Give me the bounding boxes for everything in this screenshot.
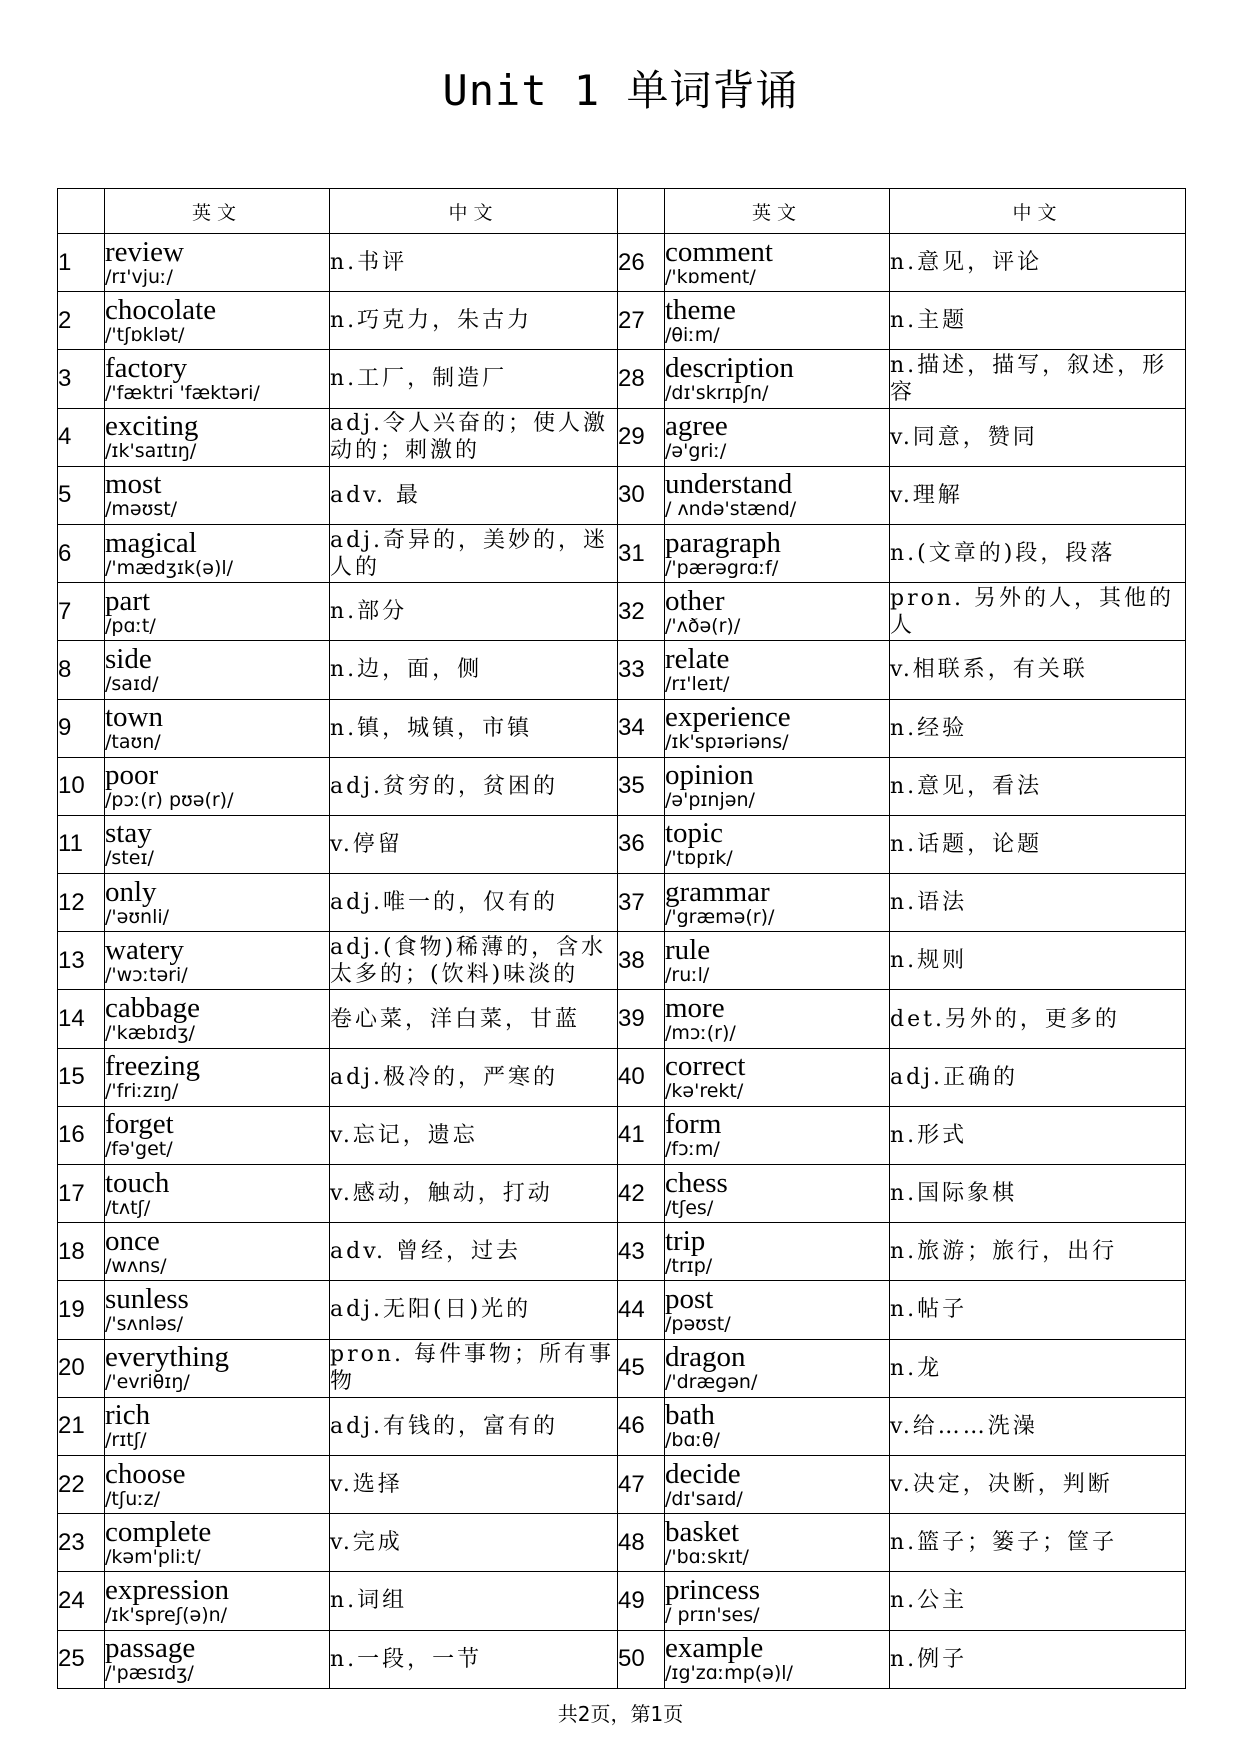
- word-cell: [105, 1572, 330, 1630]
- word-number: 3: [58, 350, 105, 408]
- header-english: 英文: [105, 189, 330, 234]
- english-word: side: [105, 642, 152, 675]
- english-word: dragon: [665, 1341, 746, 1374]
- word-cell: [105, 641, 330, 699]
- chinese-meaning: n.词组: [330, 1572, 618, 1630]
- phonetic: /tʃes/: [665, 1196, 714, 1219]
- english-word: once: [105, 1224, 160, 1257]
- word-number: 22: [58, 1455, 105, 1513]
- phonetic: /'pæsɪdʒ/: [105, 1662, 194, 1685]
- chinese-meaning: n.一段，一节: [330, 1630, 618, 1689]
- word-cell: [105, 815, 330, 873]
- english-word: relate: [665, 642, 730, 675]
- chinese-meaning: n.书评: [330, 234, 618, 292]
- phonetic: /θiːm/: [665, 323, 720, 346]
- english-word: magical: [105, 526, 197, 559]
- word-cell: [105, 524, 330, 582]
- word-cell: [105, 874, 330, 932]
- word-cell: [665, 408, 890, 466]
- chinese-meaning: n.形式: [890, 1106, 1186, 1164]
- english-word: topic: [665, 817, 723, 850]
- phonetic: /bɑːθ/: [665, 1429, 720, 1452]
- chinese-meaning: v.忘记，遗忘: [330, 1106, 618, 1164]
- phonetic: /'əʊnli/: [105, 905, 170, 928]
- word-number: 44: [618, 1281, 665, 1339]
- chinese-meaning: n.部分: [330, 583, 618, 641]
- phonetic: /'pærəgrɑːf/: [665, 556, 779, 579]
- table-row: [58, 1630, 1186, 1689]
- english-word: paragraph: [665, 526, 781, 559]
- word-cell: [105, 350, 330, 408]
- word-number: 26: [618, 234, 665, 292]
- chinese-meaning: adj.有钱的，富有的: [330, 1397, 618, 1455]
- phonetic: /'friːzɪŋ/: [105, 1080, 179, 1103]
- english-word: rich: [105, 1399, 151, 1432]
- chinese-meaning: adj.极冷的，严寒的: [330, 1048, 618, 1106]
- table-row: [58, 524, 1186, 582]
- english-word: only: [105, 875, 157, 908]
- chinese-meaning: n.镇，城镇，市镇: [330, 699, 618, 757]
- phonetic: /taʊn/: [105, 731, 161, 754]
- header-number: [58, 189, 105, 234]
- chinese-meaning: adj.奇异的，美妙的，迷人的: [330, 524, 618, 582]
- word-cell: [665, 641, 890, 699]
- phonetic: /ɪg'zɑːmp(ə)l/: [665, 1662, 793, 1685]
- word-cell: [105, 1281, 330, 1339]
- phonetic: / ʌndə'stænd/: [665, 498, 797, 521]
- phonetic: /'kɒment/: [665, 265, 756, 288]
- word-number: 8: [58, 641, 105, 699]
- chinese-meaning: n.规则: [890, 932, 1186, 990]
- phonetic: /ruːl/: [665, 963, 710, 986]
- chinese-meaning: adj.无阳(日)光的: [330, 1281, 618, 1339]
- phonetic: /steɪ/: [105, 847, 154, 870]
- chinese-meaning: adv. 曾经，过去: [330, 1223, 618, 1281]
- word-number: 33: [618, 641, 665, 699]
- phonetic: /'fæktri 'fæktəri/: [105, 381, 260, 404]
- english-word: correct: [665, 1050, 746, 1083]
- word-number: 40: [618, 1048, 665, 1106]
- table-body: [58, 234, 1186, 1689]
- chinese-meaning: v.相联系，有关联: [890, 641, 1186, 699]
- chinese-meaning: det.另外的，更多的: [890, 990, 1186, 1048]
- word-number: 19: [58, 1281, 105, 1339]
- english-word: other: [665, 584, 725, 617]
- english-word: princess: [665, 1573, 761, 1606]
- chinese-meaning: n.工厂，制造厂: [330, 350, 618, 408]
- chinese-meaning: adj.(食物)稀薄的，含水太多的；(饮料)味淡的: [330, 932, 618, 990]
- chinese-meaning: n.例子: [890, 1630, 1186, 1689]
- english-word: grammar: [665, 875, 770, 908]
- chinese-meaning: v.感动，触动，打动: [330, 1165, 618, 1223]
- word-number: 11: [58, 815, 105, 873]
- table-row: [58, 292, 1186, 350]
- chinese-meaning: n.描述，描写，叙述，形容: [890, 350, 1186, 408]
- word-cell: [665, 1397, 890, 1455]
- english-word: comment: [665, 235, 773, 268]
- english-word: factory: [105, 351, 188, 384]
- phonetic: /pɑːt/: [105, 614, 156, 637]
- word-number: 1: [58, 234, 105, 292]
- word-cell: [105, 1514, 330, 1572]
- word-cell: [105, 757, 330, 815]
- word-cell: [105, 699, 330, 757]
- table-row: [58, 1397, 1186, 1455]
- table-row: [58, 234, 1186, 292]
- word-cell: [665, 350, 890, 408]
- table-row: [58, 408, 1186, 466]
- english-word: form: [665, 1108, 722, 1141]
- english-word: most: [105, 468, 162, 501]
- word-cell: [105, 990, 330, 1048]
- word-number: 31: [618, 524, 665, 582]
- chinese-meaning: pron. 每件事物；所有事物: [330, 1339, 618, 1397]
- header-chinese: 中文: [330, 189, 618, 234]
- word-number: 46: [618, 1397, 665, 1455]
- word-number: 29: [618, 408, 665, 466]
- chinese-meaning: n.话题，论题: [890, 815, 1186, 873]
- english-word: passage: [105, 1632, 196, 1665]
- word-number: 43: [618, 1223, 665, 1281]
- word-cell: [665, 1106, 890, 1164]
- word-cell: [105, 1630, 330, 1689]
- word-cell: [665, 1223, 890, 1281]
- phonetic: /'drægən/: [665, 1371, 758, 1394]
- word-cell: [105, 1397, 330, 1455]
- word-cell: [665, 1572, 890, 1630]
- chinese-meaning: adj.唯一的，仅有的: [330, 874, 618, 932]
- chinese-meaning: n.意见，看法: [890, 757, 1186, 815]
- english-word: choose: [105, 1457, 186, 1490]
- word-number: 30: [618, 466, 665, 524]
- phonetic: /ə'griː/: [665, 440, 727, 463]
- word-cell: [665, 292, 890, 350]
- table-header-row: [58, 189, 1186, 234]
- english-word: forget: [105, 1108, 174, 1141]
- phonetic: /kəm'pliːt/: [105, 1545, 201, 1568]
- chinese-meaning: pron. 另外的人，其他的人: [890, 583, 1186, 641]
- word-cell: [105, 408, 330, 466]
- english-word: sunless: [105, 1282, 189, 1315]
- word-cell: [105, 583, 330, 641]
- word-number: 14: [58, 990, 105, 1048]
- phonetic: / prɪn'ses/: [665, 1603, 760, 1626]
- chinese-meaning: v.决定，决断，判断: [890, 1455, 1186, 1513]
- chinese-meaning: n.经验: [890, 699, 1186, 757]
- word-cell: [105, 1165, 330, 1223]
- word-cell: [665, 815, 890, 873]
- word-number: 47: [618, 1455, 665, 1513]
- word-number: 38: [618, 932, 665, 990]
- word-number: 39: [618, 990, 665, 1048]
- page-footer: 共2页，第1页: [557, 1702, 684, 1726]
- english-word: review: [105, 235, 184, 268]
- phonetic: /'sʌnləs/: [105, 1312, 184, 1335]
- word-cell: [105, 1455, 330, 1513]
- word-number: 34: [618, 699, 665, 757]
- english-word: complete: [105, 1515, 212, 1548]
- phonetic: /kə'rekt/: [665, 1080, 744, 1103]
- word-cell: [105, 932, 330, 990]
- chinese-meaning: v.完成: [330, 1514, 618, 1572]
- word-cell: [665, 1048, 890, 1106]
- chinese-meaning: v.停留: [330, 815, 618, 873]
- english-word: understand: [665, 468, 793, 501]
- word-number: 13: [58, 932, 105, 990]
- word-number: 45: [618, 1339, 665, 1397]
- chinese-meaning: 卷心菜，洋白菜，甘蓝: [330, 990, 618, 1048]
- table-row: [58, 757, 1186, 815]
- table-row: [58, 466, 1186, 524]
- phonetic: /rɪtʃ/: [105, 1429, 147, 1452]
- word-cell: [665, 757, 890, 815]
- table-row: [58, 1165, 1186, 1223]
- english-word: poor: [105, 759, 159, 792]
- word-number: 49: [618, 1572, 665, 1630]
- english-word: cabbage: [105, 992, 200, 1025]
- english-word: example: [665, 1632, 764, 1665]
- chinese-meaning: v.给……洗澡: [890, 1397, 1186, 1455]
- chinese-meaning: v.选择: [330, 1455, 618, 1513]
- table-row: [58, 1572, 1186, 1630]
- phonetic: /dɪ'skrɪpʃn/: [665, 381, 769, 404]
- table-row: [58, 1339, 1186, 1397]
- chinese-meaning: n.语法: [890, 874, 1186, 932]
- chinese-meaning: n.帖子: [890, 1281, 1186, 1339]
- phonetic: /məʊst/: [105, 498, 178, 521]
- english-word: more: [665, 992, 725, 1025]
- header-number: [618, 189, 665, 234]
- word-number: 37: [618, 874, 665, 932]
- phonetic: /mɔː(r)/: [665, 1022, 736, 1045]
- table-row: [58, 1048, 1186, 1106]
- word-cell: [105, 292, 330, 350]
- phonetic: /pəʊst/: [665, 1312, 731, 1335]
- phonetic: /tʃuːz/: [105, 1487, 161, 1510]
- word-number: 28: [618, 350, 665, 408]
- english-word: chocolate: [105, 293, 217, 326]
- page-title: Unit 1 单词背诵: [442, 66, 799, 115]
- english-word: chess: [665, 1166, 728, 1199]
- table-row: [58, 641, 1186, 699]
- word-number: 27: [618, 292, 665, 350]
- english-word: description: [665, 351, 794, 384]
- chinese-meaning: n.主题: [890, 292, 1186, 350]
- word-cell: [105, 234, 330, 292]
- word-number: 16: [58, 1106, 105, 1164]
- word-number: 10: [58, 757, 105, 815]
- chinese-meaning: n.(文章的)段，段落: [890, 524, 1186, 582]
- chinese-meaning: n.国际象棋: [890, 1165, 1186, 1223]
- english-word: trip: [665, 1224, 706, 1257]
- phonetic: /ɪk'spɪəriəns/: [665, 731, 789, 754]
- phonetic: /'ʌðə(r)/: [665, 614, 741, 637]
- table-row: [58, 583, 1186, 641]
- word-cell: [665, 524, 890, 582]
- english-word: theme: [665, 293, 736, 326]
- english-word: freezing: [105, 1050, 200, 1083]
- word-cell: [665, 234, 890, 292]
- word-cell: [105, 1048, 330, 1106]
- word-number: 7: [58, 583, 105, 641]
- phonetic: /'tʃɒklət/: [105, 323, 185, 346]
- english-word: agree: [665, 410, 728, 443]
- table-row: [58, 874, 1186, 932]
- phonetic: /'tɒpɪk/: [665, 847, 733, 870]
- vocabulary-table: [57, 188, 1186, 1689]
- phonetic: /wʌns/: [105, 1254, 167, 1277]
- phonetic: /rɪ'leɪt/: [665, 672, 730, 695]
- chinese-meaning: adj.正确的: [890, 1048, 1186, 1106]
- phonetic: /'bɑːskɪt/: [665, 1545, 749, 1568]
- phonetic: /ɪk'saɪtɪŋ/: [105, 440, 197, 463]
- word-number: 41: [618, 1106, 665, 1164]
- chinese-meaning: n.旅游；旅行，出行: [890, 1223, 1186, 1281]
- table-row: [58, 1514, 1186, 1572]
- phonetic: /tʌtʃ/: [105, 1196, 151, 1219]
- word-number: 9: [58, 699, 105, 757]
- chinese-meaning: v.同意，赞同: [890, 408, 1186, 466]
- word-cell: [105, 1339, 330, 1397]
- chinese-meaning: n.篮子；篓子；筐子: [890, 1514, 1186, 1572]
- table-row: [58, 990, 1186, 1048]
- chinese-meaning: adj.贫穷的，贫困的: [330, 757, 618, 815]
- phonetic: /pɔː(r) pʊə(r)/: [105, 789, 234, 812]
- phonetic: /saɪd/: [105, 672, 159, 695]
- word-cell: [665, 699, 890, 757]
- phonetic: /trɪp/: [665, 1254, 713, 1277]
- phonetic: /fɔːm/: [665, 1138, 720, 1161]
- word-cell: [105, 1106, 330, 1164]
- english-word: exciting: [105, 410, 199, 443]
- word-cell: [665, 1165, 890, 1223]
- table-row: [58, 1455, 1186, 1513]
- word-number: 18: [58, 1223, 105, 1281]
- word-number: 35: [618, 757, 665, 815]
- table-row: [58, 932, 1186, 990]
- table-row: [58, 699, 1186, 757]
- word-number: 23: [58, 1514, 105, 1572]
- table-row: [58, 350, 1186, 408]
- phonetic: /fə'get/: [105, 1138, 173, 1161]
- phonetic: /rɪ'vjuː/: [105, 265, 173, 288]
- table-row: [58, 1106, 1186, 1164]
- word-number: 6: [58, 524, 105, 582]
- word-number: 4: [58, 408, 105, 466]
- english-word: post: [665, 1282, 714, 1315]
- phonetic: /ɪk'spreʃ(ə)n/: [105, 1603, 228, 1626]
- phonetic: /'kæbɪdʒ/: [105, 1022, 195, 1045]
- english-word: expression: [105, 1573, 230, 1606]
- word-number: 24: [58, 1572, 105, 1630]
- word-number: 15: [58, 1048, 105, 1106]
- chinese-meaning: n.龙: [890, 1339, 1186, 1397]
- phonetic: /'mædʒɪk(ə)l/: [105, 556, 234, 579]
- word-cell: [105, 1223, 330, 1281]
- word-cell: [665, 1339, 890, 1397]
- word-number: 42: [618, 1165, 665, 1223]
- english-word: decide: [665, 1457, 741, 1490]
- chinese-meaning: n.公主: [890, 1572, 1186, 1630]
- word-number: 32: [618, 583, 665, 641]
- word-number: 20: [58, 1339, 105, 1397]
- chinese-meaning: adv. 最: [330, 466, 618, 524]
- english-word: opinion: [665, 759, 754, 792]
- word-number: 36: [618, 815, 665, 873]
- table-row: [58, 815, 1186, 873]
- english-word: basket: [665, 1515, 740, 1548]
- word-cell: [665, 874, 890, 932]
- phonetic: /ə'pɪnjən/: [665, 789, 755, 812]
- word-number: 48: [618, 1514, 665, 1572]
- english-word: town: [105, 701, 163, 734]
- word-number: 12: [58, 874, 105, 932]
- phonetic: /dɪ'saɪd/: [665, 1487, 743, 1510]
- word-cell: [665, 1630, 890, 1689]
- phonetic: /'wɔːtəri/: [105, 963, 188, 986]
- word-number: 25: [58, 1630, 105, 1689]
- word-cell: [665, 1281, 890, 1339]
- english-word: bath: [665, 1399, 715, 1432]
- english-word: stay: [105, 817, 152, 850]
- table-row: [58, 1281, 1186, 1339]
- word-cell: [665, 1455, 890, 1513]
- table-row: [58, 1223, 1186, 1281]
- word-cell: [665, 466, 890, 524]
- chinese-meaning: adj.令人兴奋的；使人激动的；刺激的: [330, 408, 618, 466]
- word-number: 50: [618, 1630, 665, 1689]
- chinese-meaning: n.意见，评论: [890, 234, 1186, 292]
- phonetic: /'græmə(r)/: [665, 905, 775, 928]
- word-cell: [665, 932, 890, 990]
- chinese-meaning: n.边，面，侧: [330, 641, 618, 699]
- header-chinese: 中文: [890, 189, 1186, 234]
- word-number: 17: [58, 1165, 105, 1223]
- word-number: 21: [58, 1397, 105, 1455]
- word-number: 2: [58, 292, 105, 350]
- chinese-meaning: v.理解: [890, 466, 1186, 524]
- english-word: watery: [105, 933, 184, 966]
- english-word: part: [105, 584, 151, 617]
- phonetic: /'evriθɪŋ/: [105, 1371, 190, 1394]
- word-cell: [665, 583, 890, 641]
- english-word: experience: [665, 701, 791, 734]
- english-word: touch: [105, 1166, 170, 1199]
- word-number: 5: [58, 466, 105, 524]
- header-english: 英文: [665, 189, 890, 234]
- english-word: rule: [665, 933, 711, 966]
- english-word: everything: [105, 1341, 230, 1374]
- word-cell: [665, 1514, 890, 1572]
- chinese-meaning: n.巧克力，朱古力: [330, 292, 618, 350]
- word-cell: [105, 466, 330, 524]
- word-cell: [665, 990, 890, 1048]
